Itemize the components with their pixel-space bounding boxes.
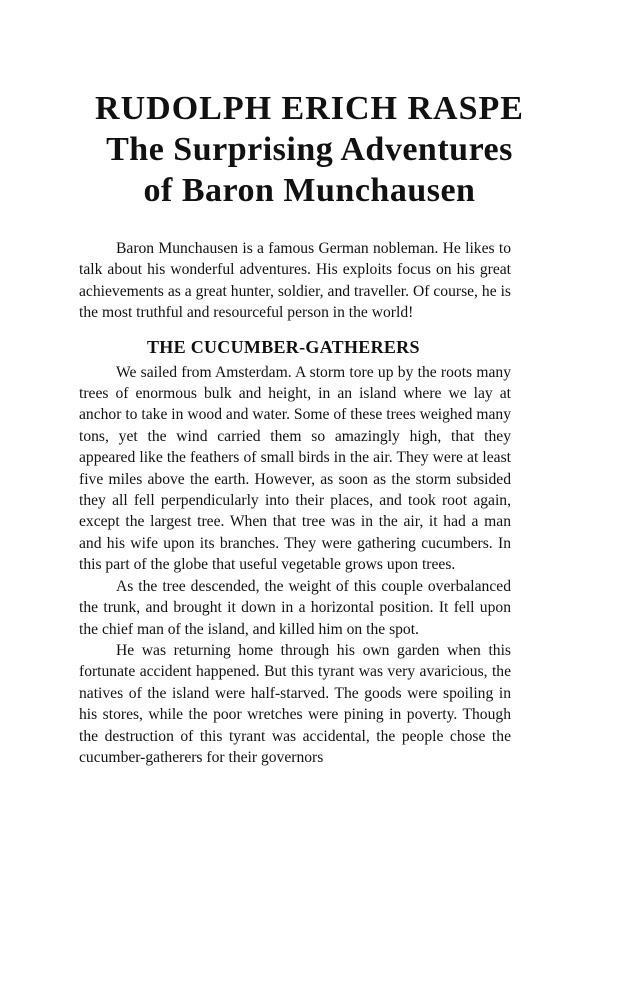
story-paragraph-3: He was returning home through his own garden when this fortunate accident happened. But this tyrant was very avaricious, the natives of the island were half-starved. The goods were spoiling in his stores, while the poor wretches were pining in poverty. Though the destruction of this tyrant was accidental, the people chose the cucumber-gatherers for their governors <box>79 641 511 766</box>
intro-paragraph: Baron Munchausen is a famous German nobleman. He likes to talk about his wonderful adventures. His exploits focus on his great achievements as a great hunter, soldier, and traveller. Of course, he is the most truthful and resourceful person in the world! <box>79 240 511 322</box>
book-title-line-1: The Surprising Adventures <box>106 131 513 168</box>
book-title-line-2: of Baron Munchausen <box>143 172 476 209</box>
body-text <box>79 238 511 768</box>
title-block <box>0 88 619 211</box>
author-name: RUDOLPH ERICH RASPE <box>95 90 524 127</box>
story-paragraph-2: As the tree descended, the weight of this couple overbalanced the trunk, and brought it down in a horizontal position. It fell upon the chief man of the island, and killed him on the spot. <box>79 577 511 638</box>
section-heading: THE CUCUMBER-GATHERERS <box>147 336 420 357</box>
story-paragraph-1: We sailed from Amsterdam. A storm tore up by the roots many trees of enormous bulk and height, in an island where we lay at anchor to take in wood and water. Some of these trees weighed many tons, yet the wind carried them so amazingly high, that they appeared like the feathers of small birds in the air. They were at least five miles above the earth. However, as soon as the storm subsided they all fell perpendicularly into their places, and took root again, except the largest tree. When that tree was in the air, it had a man and his wife upon its branches. They were gathering cucumbers. In this part of the globe that useful vegetable grows upon trees. <box>79 363 511 574</box>
